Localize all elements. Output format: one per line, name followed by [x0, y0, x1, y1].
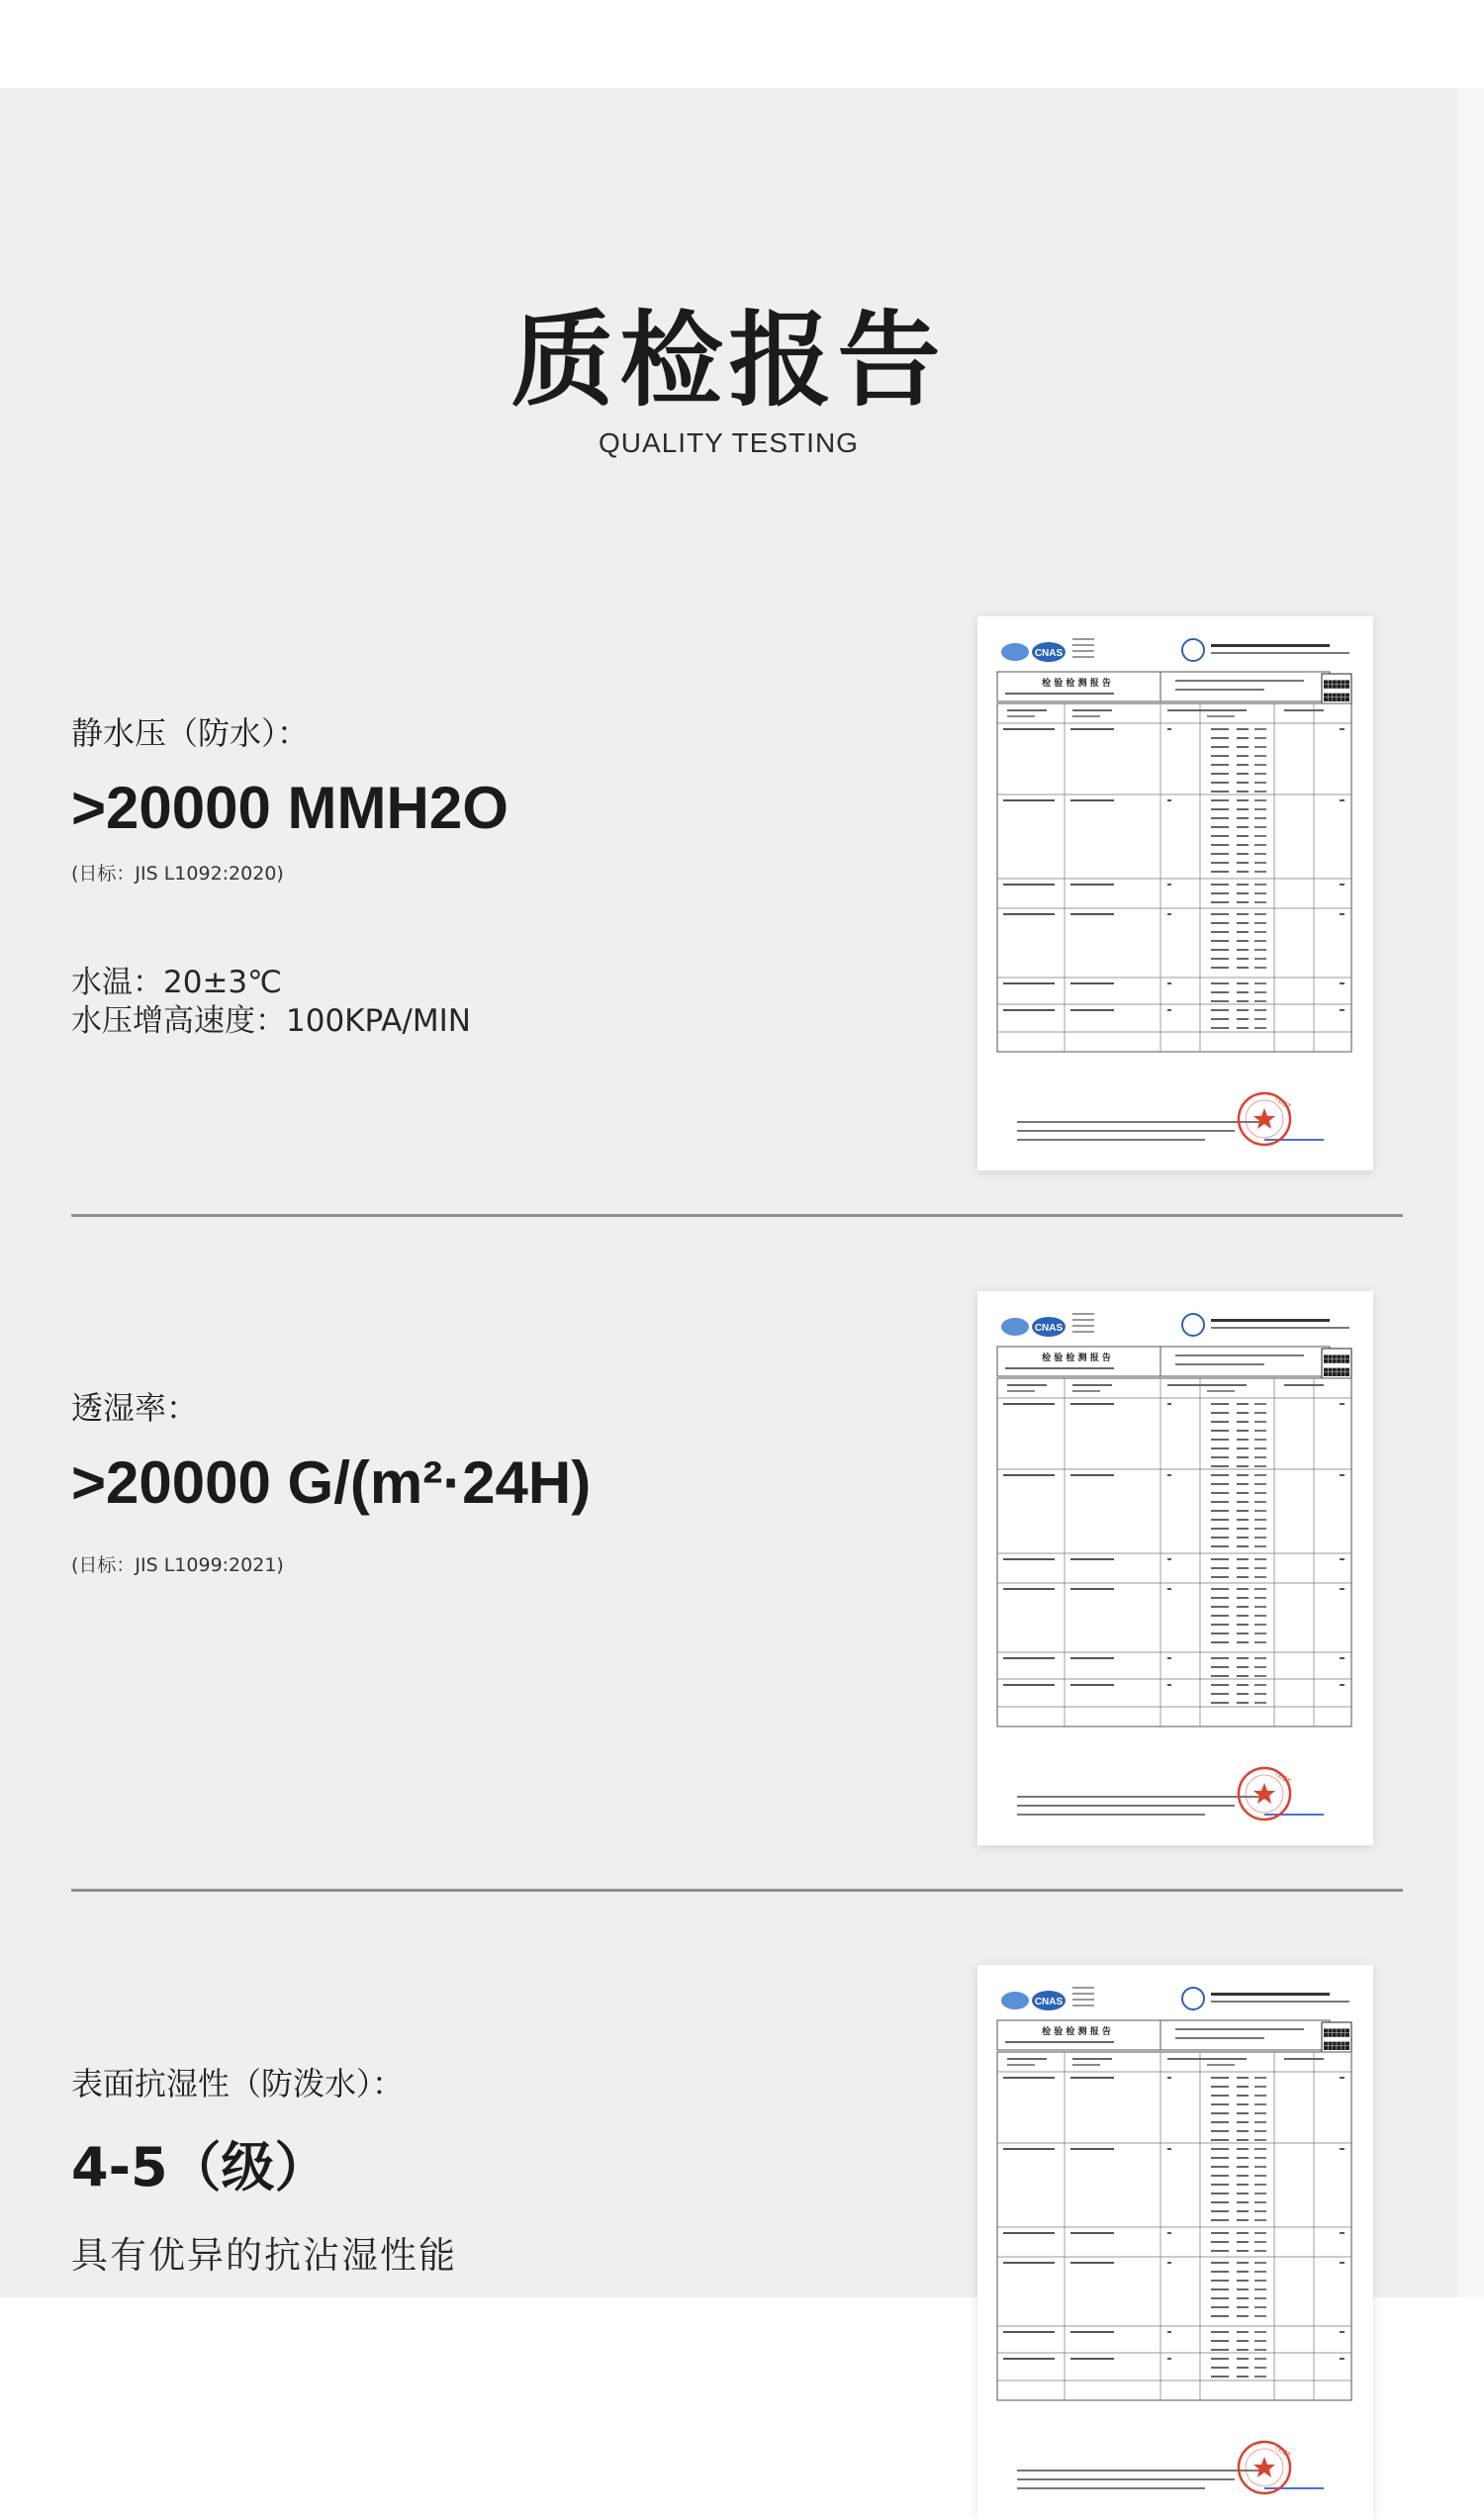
section-divider	[71, 1214, 1403, 1217]
section-divider	[71, 1889, 1403, 1892]
report-heading: 检 验 检 测 报 告	[1042, 2027, 1111, 2037]
section-detail-pressure-rate: 水压增高速度：100KPA/MIN	[71, 1003, 471, 1039]
report-heading: 检 验 检 测 报 告	[1042, 1353, 1111, 1363]
cnas-logo-text: CNAS	[1034, 1323, 1064, 1334]
section-note-water-pressure: (日标：JIS L1092:2020)	[71, 863, 284, 885]
cnas-logo-text: CNAS	[1034, 648, 1064, 659]
stamp-icon	[1239, 2442, 1292, 2493]
cnas-logo-text: CNAS	[1034, 1997, 1064, 2007]
stamp-icon	[1239, 1768, 1292, 1819]
qr-code-icon	[1322, 674, 1351, 703]
page-subtitle: QUALITY TESTING	[599, 427, 859, 458]
company-logo-icon	[1182, 639, 1204, 661]
svg-text:TEST: TEST	[1272, 1094, 1292, 1111]
svg-text:TEST: TEST	[1272, 2443, 1292, 2460]
section-label-water-repellency: 表面抗湿性（防泼水）：	[71, 2065, 405, 2102]
report-document	[977, 1965, 1373, 2519]
ilac-logo-icon	[1001, 643, 1029, 661]
company-logo-icon	[1182, 1988, 1204, 2009]
section-value-moisture-permeability: >20000 G/(m²·24H)	[71, 1449, 592, 1516]
company-logo-icon	[1182, 1314, 1204, 1336]
section-label-moisture-permeability: 透湿率：	[71, 1389, 199, 1427]
ilac-logo-icon	[1001, 1992, 1029, 2009]
stamp-icon	[1239, 1093, 1292, 1145]
test-report-image	[977, 1965, 1373, 2519]
panel-edge	[1457, 88, 1484, 2297]
test-report-image	[977, 616, 1373, 1170]
section-detail-water-repellency: 具有优异的抗沾湿性能	[71, 2234, 457, 2277]
svg-text:TEST: TEST	[1272, 1769, 1292, 1786]
test-report-image	[977, 1291, 1373, 1845]
report-document	[977, 1291, 1373, 1845]
section-label-water-pressure: 静水压（防水）：	[71, 714, 310, 752]
qr-code-icon	[1322, 1349, 1351, 1378]
ilac-logo-icon	[1001, 1318, 1029, 1336]
report-heading: 检 验 检 测 报 告	[1042, 679, 1111, 689]
page-title: 质检报告	[510, 300, 947, 420]
qr-code-icon	[1322, 2022, 1351, 2052]
section-note-moisture-permeability: (日标：JIS L1099:2021)	[71, 1554, 284, 1576]
section-detail-water-temp: 水温：20±3℃	[71, 965, 282, 1000]
report-document	[977, 616, 1373, 1170]
section-value-water-repellency: 4-5（级）	[71, 2136, 328, 2198]
section-value-water-pressure: >20000 MMH2O	[71, 775, 509, 841]
